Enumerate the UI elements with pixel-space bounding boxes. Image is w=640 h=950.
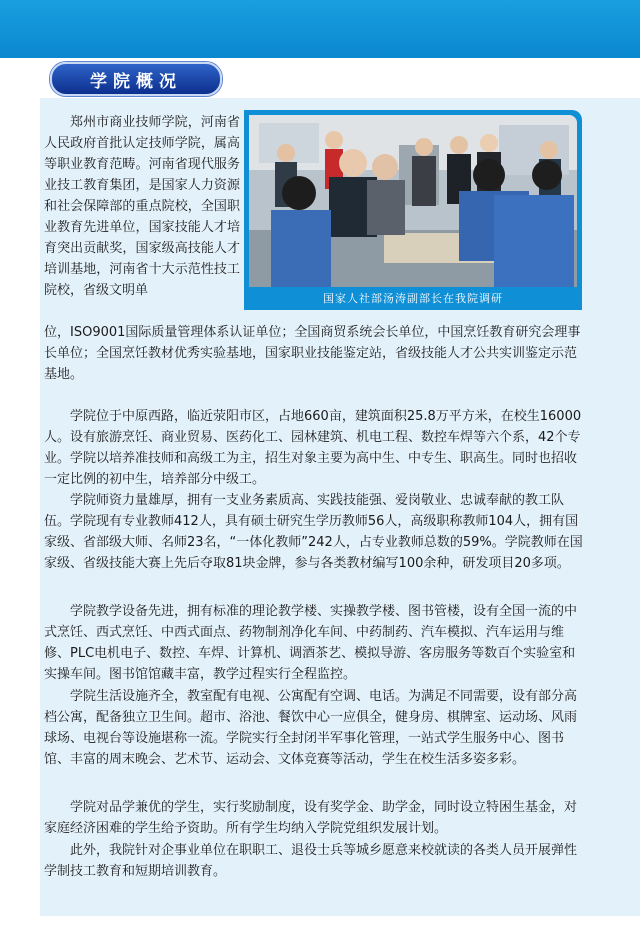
student-aid-paragraph: 学院对品学兼优的学生，实行奖励制度，设有奖学金、助学金，同时设立特困生基金，对家庭经济困难的学生给予资助。所有学生均纳入学院党组织发展计划。 — [44, 800, 578, 836]
intro-paragraph: 郑州市商业技师学院，河南省人民政府首批认定技师学院，属高等职业教育范畴。河南省现代服务业技工教育集团，是国家人力资源和社会保障部的重点院校，全国职业教育先进单位，国家技能人才培育突出贡献奖，国家级高技能人才培训基地，河南省十大示范性技工院校，省级文明单 — [44, 115, 240, 298]
photo-caption: 国家人社部汤涛副部长在我院调研 — [323, 292, 503, 305]
intro-paragraph-continued: 位，ISO9001国际质量管理体系认证单位；全国商贸系统会长单位，中国烹饪教育研究会理事长单位；全国烹饪教材优秀实验基地，国家职业技能鉴定站，省级技能人才公共实训鉴定示范基地。 — [44, 325, 581, 382]
training-paragraph: 此外，我院针对企事业单位在职职工、退役士兵等城乡愿意来校就读的各类人员开展弹性学制技工教育和短期培训教育。 — [44, 843, 578, 879]
visit-photo-illustration — [249, 115, 577, 287]
photo-frame — [244, 110, 582, 310]
facilities-paragraph: 学院教学设备先进，拥有标准的理论教学楼、实操教学楼、图书管楼，设有全国一流的中式烹饪、西式烹饪、中西式面点、药物制剂净化车间、中药制药、汽车模拟、汽车运用与维修、PLC电机电子、数控、车焊、计算机、调酒茶艺、模拟导游、客房服务等数百个实验室和实操车间。图书馆馆藏丰富，教学过程实行全程监控。 — [44, 604, 578, 682]
location-paragraph: 学院位于中原西路，临近荥阳市区，占地660亩，建筑面积25.8万平方米，在校生16000人。设有旅游烹饪、商业贸易、医药化工、园林建筑、机电工程、数控车焊等六个系，42个专业。学院以培养准技师和高级工为主，招生对象主要为高中生、中专生、职高生。同时也招收一定比例的初中生，培养部分中级工。 — [44, 409, 582, 487]
living-paragraph: 学院生活设施齐全，教室配有电视、公寓配有空调、电话。为满足不同需要，设有部分高档公寓，配备独立卫生间。超市、浴池、餐饮中心一应俱全，健身房、棋牌室、运动场、风雨球场、电视台等设施堪称一流。学院实行全封闭半军事化管理，一站式学生服务中心、图书馆、丰富的周末晚会、艺术节、运动会、文体竞赛等活动，学生在校生活多姿多彩。 — [44, 689, 578, 767]
section-title: 学院概况 — [50, 62, 222, 96]
top-header-band — [0, 0, 640, 58]
faculty-paragraph: 学院师资力量雄厚，拥有一支业务素质高、实践技能强、爱岗敬业、忠诚奉献的教工队伍。学院现有专业教师412人，具有硕士研究生学历教师56人，高级职称教师104人，拥有国家级、省部级大师、名师23名，“一体化教师”242人，占专业教师总数的59%。学院教师在国家级、省级技能大赛上先后夺取81块金牌，参与各类教材编写100余种，研发项目20多项。 — [44, 493, 583, 571]
visit-photo — [249, 115, 577, 287]
